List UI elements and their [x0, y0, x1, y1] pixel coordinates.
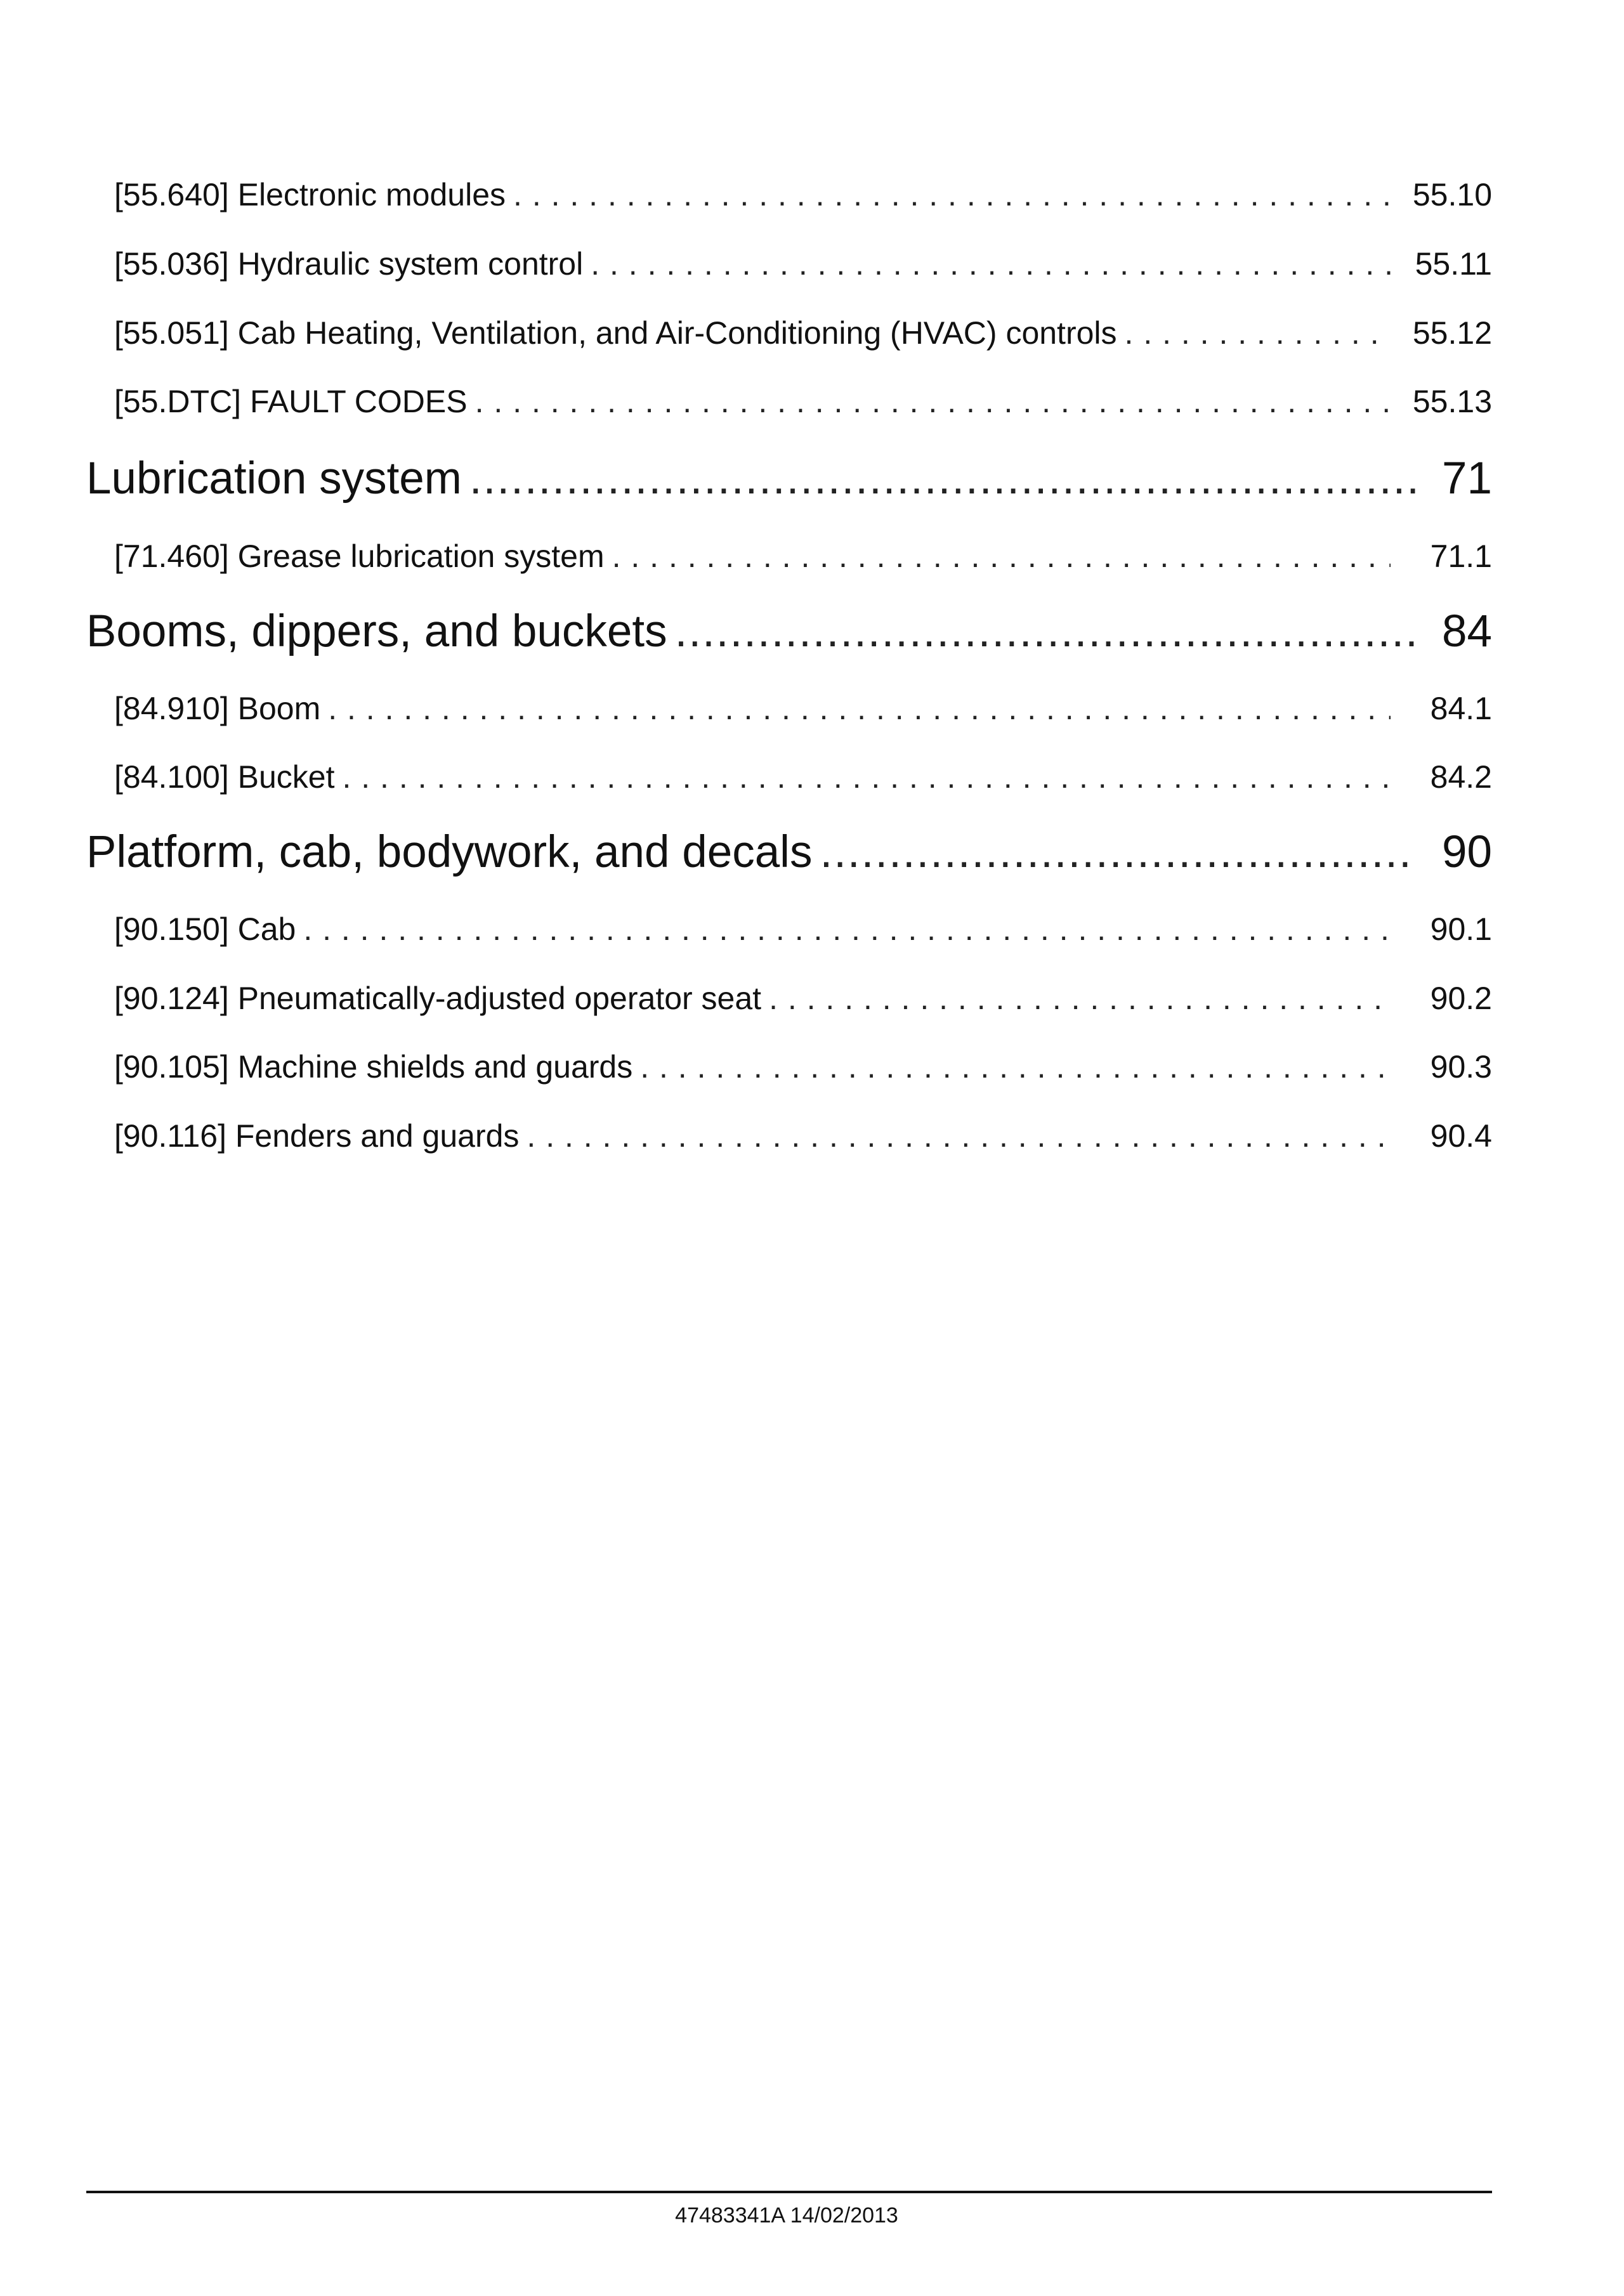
toc-section-title: Booms, dippers, and buckets — [86, 606, 667, 656]
toc-section-page: 71 — [1442, 453, 1492, 504]
toc-section-page: 90 — [1442, 827, 1492, 877]
toc-entry-title: [55.640] Electronic modules — [114, 177, 506, 212]
toc-entry-title: [55.036] Hydraulic system control — [114, 246, 584, 282]
dot-leader — [469, 453, 1416, 504]
dot-leader — [475, 383, 1391, 420]
toc-entry-page: 90.4 — [1430, 1118, 1492, 1154]
toc-entry-page: 55.10 — [1412, 177, 1492, 212]
toc-entry-55-051[interactable] — [114, 315, 1492, 351]
toc-entry-page: 90.2 — [1430, 981, 1492, 1016]
toc-entry-84-100[interactable] — [114, 759, 1492, 795]
toc-section-title: Platform, cab, bodywork, and decals — [86, 827, 813, 877]
dot-leader — [769, 980, 1391, 1017]
toc-entry-title: [90.116] Fenders and guards — [114, 1118, 520, 1154]
toc-entry-title: [90.150] Cab — [114, 911, 296, 947]
toc-section-title: Lubrication system — [86, 453, 462, 504]
footer-document-id: 47483341A 14/02/2013 — [675, 2203, 898, 2228]
toc-section-booms-dippers-buckets[interactable] — [86, 606, 1492, 657]
toc-entry-page: 84.2 — [1430, 759, 1492, 795]
dot-leader — [328, 690, 1391, 727]
toc-entry-page: 90.3 — [1430, 1049, 1492, 1085]
toc-entry-55-640[interactable] — [114, 176, 1492, 213]
toc-entry-page: 90.1 — [1430, 911, 1492, 947]
toc-entry-title: [84.100] Bucket — [114, 759, 335, 795]
toc-entry-55-036[interactable] — [114, 245, 1492, 282]
toc-entry-page: 55.13 — [1412, 384, 1492, 419]
toc-section-lubrication-system[interactable] — [86, 453, 1492, 504]
toc-section-page: 84 — [1442, 606, 1492, 656]
toc-entry-90-150[interactable] — [114, 911, 1492, 948]
dot-leader — [1125, 315, 1391, 351]
toc-entry-title: [55.051] Cab Heating, Ventilation, and Air-Conditioning (HVAC) controls — [114, 315, 1117, 351]
toc-entry-90-116[interactable] — [114, 1118, 1492, 1154]
toc-entry-title: [90.124] Pneumatically-adjusted operator seat — [114, 981, 762, 1016]
dot-leader — [591, 245, 1391, 282]
dot-leader — [513, 176, 1391, 213]
dot-leader — [303, 911, 1391, 948]
dot-leader — [527, 1118, 1391, 1154]
toc-entry-90-124[interactable] — [114, 980, 1492, 1017]
toc-entry-title: [90.105] Machine shields and guards — [114, 1049, 633, 1085]
toc-section-platform-cab-bodywork-decals[interactable] — [86, 826, 1492, 878]
toc-entry-71-460[interactable] — [114, 538, 1492, 575]
dot-leader — [675, 606, 1416, 657]
toc-entry-55-dtc[interactable] — [114, 383, 1492, 420]
toc-entry-page: 84.1 — [1430, 691, 1492, 726]
toc-entry-page: 55.11 — [1415, 246, 1492, 282]
toc-entry-page: 71.1 — [1430, 538, 1492, 574]
toc-entry-title: [84.910] Boom — [114, 691, 321, 726]
dot-leader — [342, 759, 1391, 795]
dot-leader — [820, 826, 1416, 878]
dot-leader — [640, 1048, 1391, 1085]
footer-rule — [86, 2191, 1492, 2193]
toc-entry-84-910[interactable] — [114, 690, 1492, 727]
dot-leader — [612, 538, 1391, 575]
toc-entry-page: 55.12 — [1412, 315, 1492, 351]
toc-entry-title: [55.DTC] FAULT CODES — [114, 384, 468, 419]
toc-entry-title: [71.460] Grease lubrication system — [114, 538, 605, 574]
toc-entry-90-105[interactable] — [114, 1048, 1492, 1085]
